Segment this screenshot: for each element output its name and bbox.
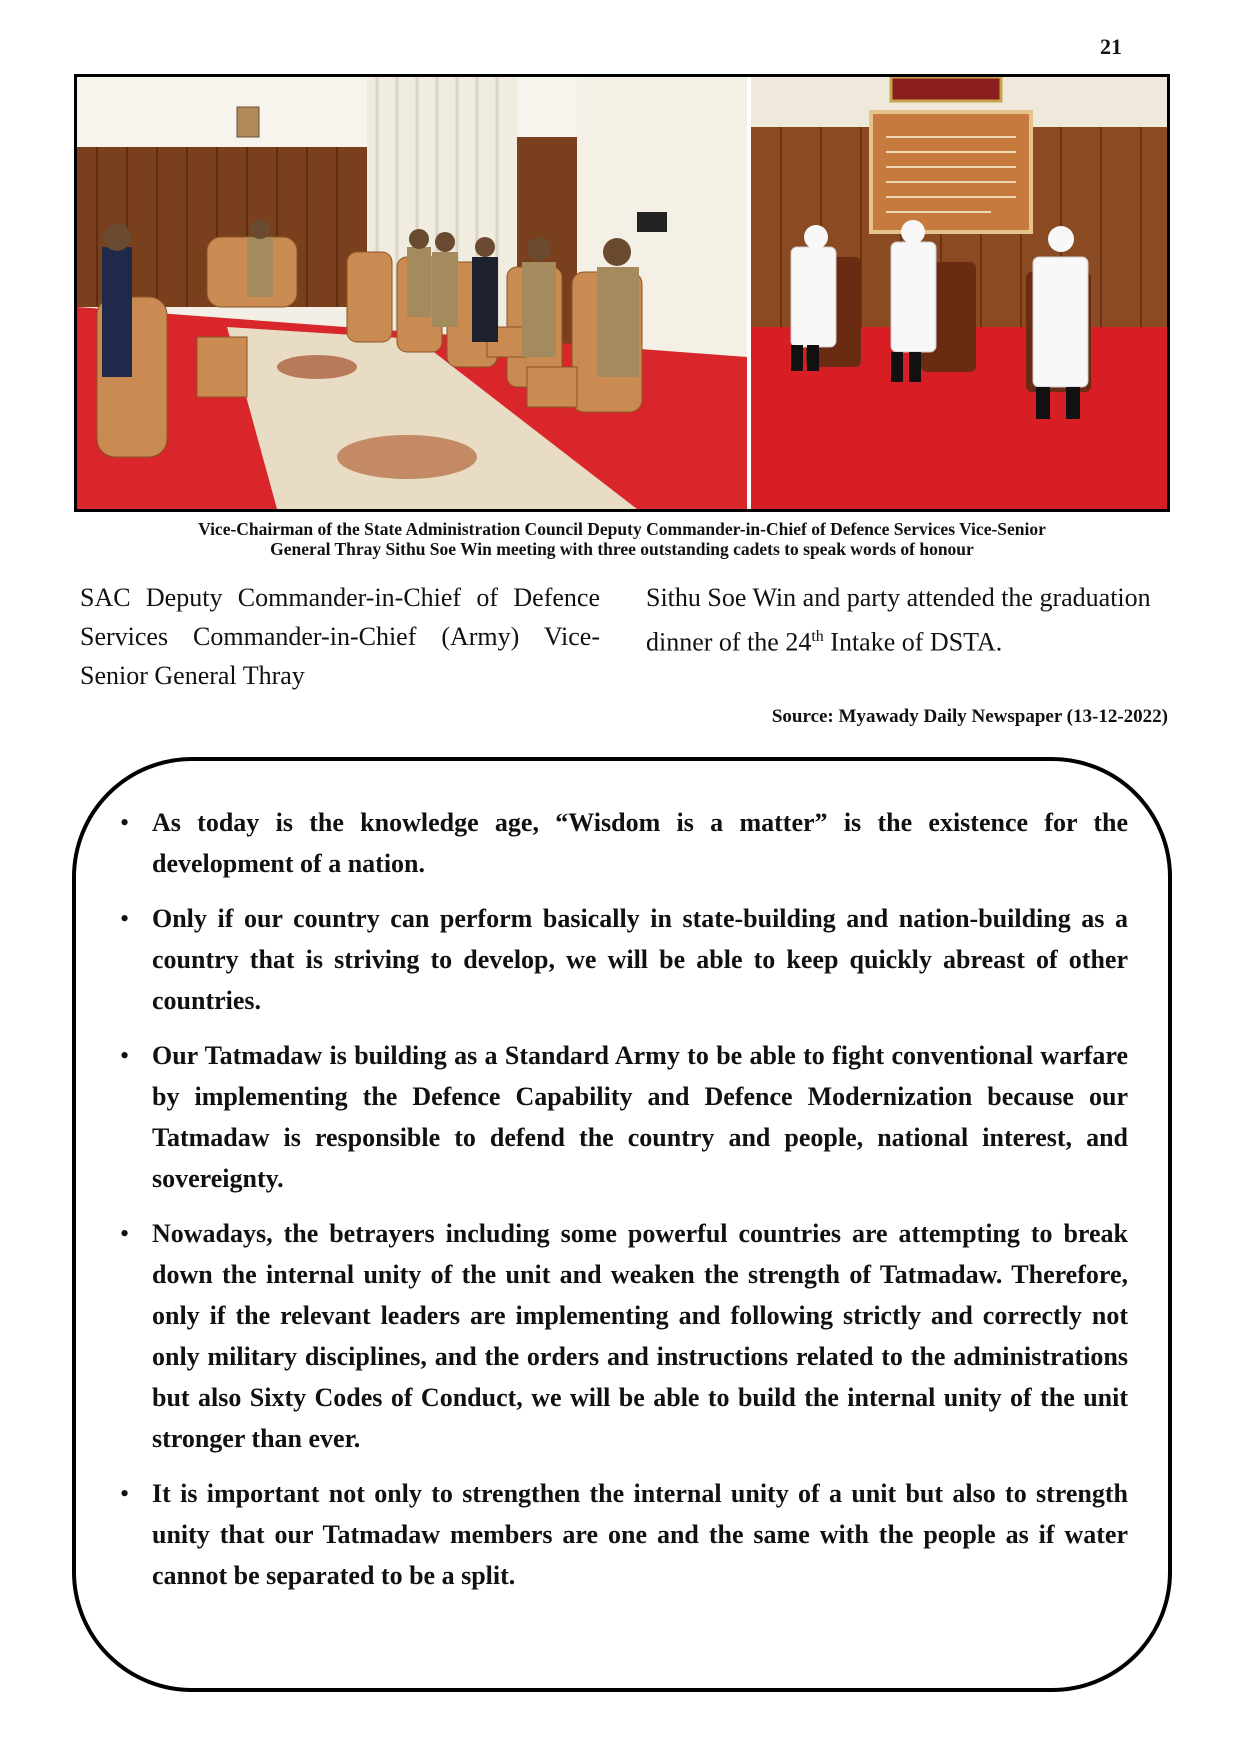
bullet-text: Nowadays, the betrayers including some powerful countries are attempting to break down the internal unity of the unit and weaken the strength of Tatmadaw. Therefore, only if the relevant leaders are implementing and following strictly and correctly not only military disciplines, and the orders and instructions related to the administrations but also Sixty Codes of Conduct, we will be able to build the internal unity of the unit stronger than ever. bbox=[152, 1219, 1128, 1453]
caption-line-2: General Thray Sithu Soe Win meeting with three outstanding cadets to speak words of honour bbox=[270, 539, 974, 559]
caption-line-1: Vice-Chairman of the State Administration Council Deputy Commander-in-Chief of Defence Services Vice-Senior bbox=[198, 519, 1046, 539]
bullet-item bbox=[120, 802, 1128, 884]
article-right-text-end: Intake of DSTA. bbox=[823, 627, 1003, 657]
source-citation: Source: Myawady Daily Newspaper (13-12-2022) bbox=[771, 706, 1168, 727]
event-photo bbox=[74, 74, 1170, 512]
article-left-column: SAC Deputy Commander-in-Chief of Defence Services Commander-in-Chief (Army) Vice-Senior General Thray bbox=[80, 583, 600, 690]
bullet-item bbox=[120, 1473, 1128, 1596]
bullet-dot-icon: • bbox=[120, 1479, 130, 1508]
bullet-dot-icon: • bbox=[120, 1041, 130, 1070]
bullet-dot-icon: • bbox=[120, 808, 130, 837]
bullet-text: Our Tatmadaw is building as a Standard Army to be able to fight conventional warfare by implementing the Defence Capability and Defence Modernization because our Tatmadaw is responsible to defend the country and people, national interest, and sovereignty. bbox=[152, 1041, 1128, 1193]
bullet-item bbox=[120, 898, 1128, 1021]
key-points-list bbox=[120, 802, 1128, 1610]
bullet-text: As today is the knowledge age, “Wisdom is a matter” is the existence for the development of a nation. bbox=[152, 808, 1128, 878]
meeting-room-photo bbox=[77, 77, 747, 509]
bullet-dot-icon: • bbox=[120, 904, 130, 933]
article-right-text: Sithu Soe Win and party attended the graduation dinner of the 24 bbox=[646, 583, 1151, 657]
bullet-item bbox=[120, 1213, 1128, 1459]
ordinal-suffix: th bbox=[811, 628, 824, 645]
bullet-text: Only if our country can perform basically in state-building and nation-building as a country that is striving to develop, we will be able to keep quickly abreast of other countries. bbox=[152, 904, 1128, 1015]
bullet-item bbox=[120, 1035, 1128, 1199]
cadets-photo bbox=[751, 77, 1167, 509]
bullet-text: It is important not only to strengthen the internal unity of a unit but also to strength unity that our Tatmadaw members are one and the same with the people as if water cannot be separated to be a split. bbox=[152, 1479, 1128, 1590]
article-right-column bbox=[646, 578, 1166, 662]
page-number: 21 bbox=[1100, 34, 1122, 59]
bullet-dot-icon: • bbox=[120, 1219, 130, 1248]
photo-caption bbox=[100, 519, 1144, 559]
